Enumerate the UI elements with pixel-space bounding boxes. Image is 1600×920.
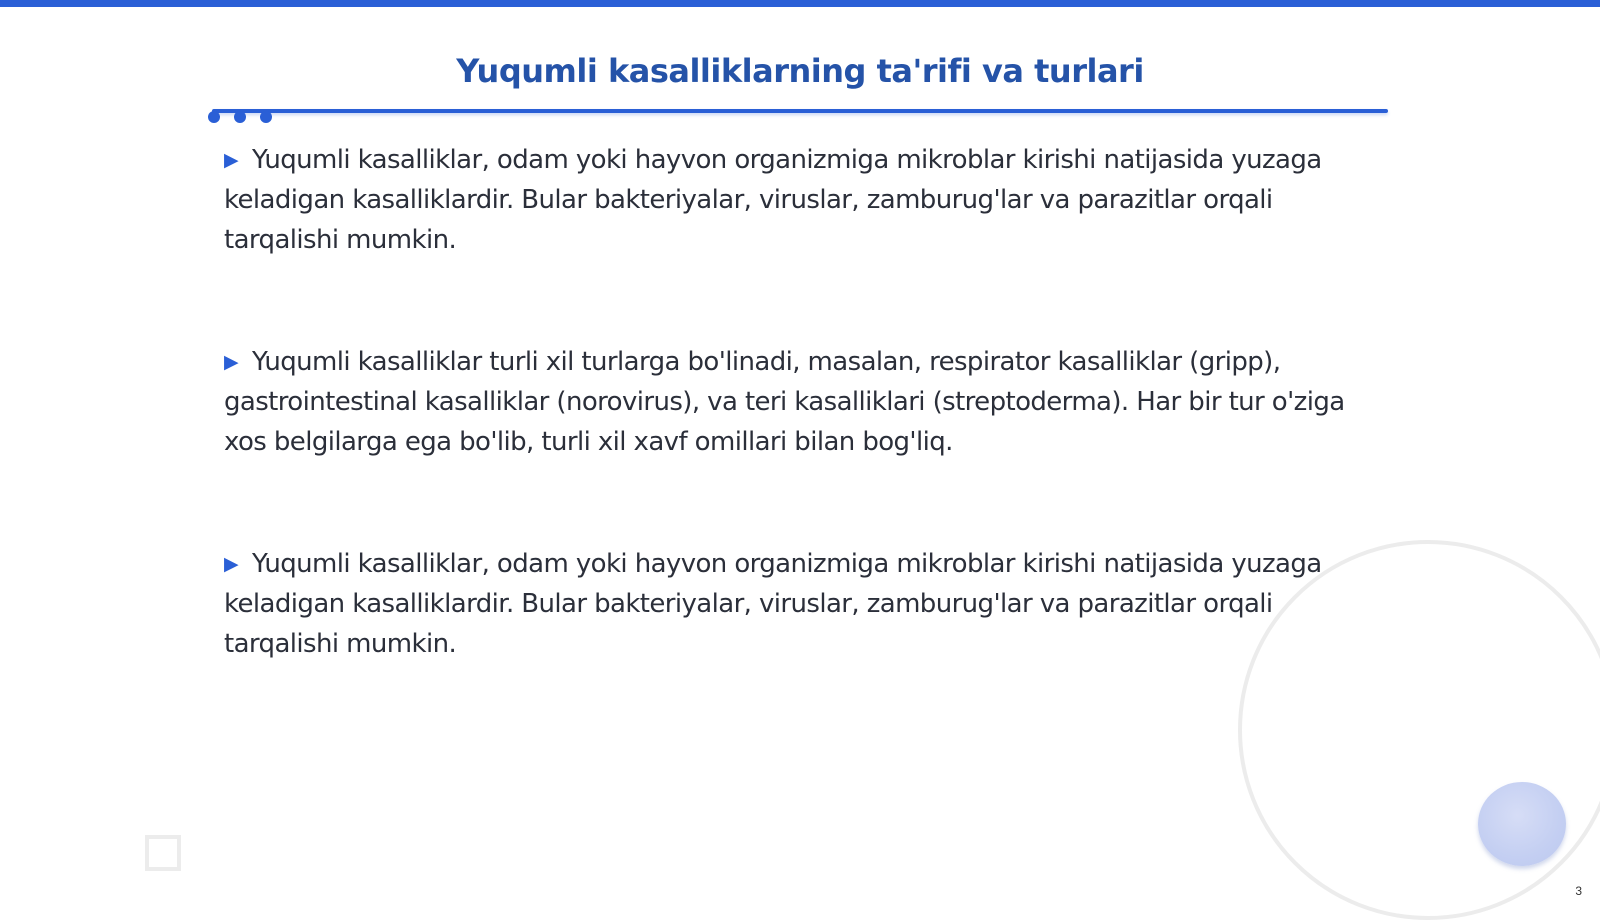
top-accent-bar [0, 0, 1600, 7]
slide-title: Yuqumli kasalliklarning ta'rifi va turlari [456, 52, 1144, 90]
bullet-paragraph-1 [224, 140, 1384, 260]
decorative-ring [1238, 540, 1600, 920]
triangle-bullet-icon: ▶ [224, 351, 239, 373]
triangle-bullet-icon: ▶ [224, 149, 239, 171]
decorative-circle-blob [1478, 782, 1566, 866]
triangle-bullet-icon: ▶ [224, 553, 239, 575]
page-number: 3 [1575, 884, 1582, 898]
decorative-square [145, 835, 181, 871]
title-dot-2 [234, 111, 246, 123]
title-dot-3 [260, 111, 272, 123]
slide-body [224, 140, 1384, 746]
title-underline [212, 109, 1388, 113]
bullet-paragraph-3 [224, 544, 1384, 664]
bullet-paragraph-2 [224, 342, 1384, 462]
paragraph-text: Yuqumli kasalliklar, odam yoki hayvon organizmiga mikroblar kirishi natijasida yuzaga keladigan kasalliklardir. Bular bakteriyalar, viruslar, zamburug'lar va parazitlar orqali tarqalishi mumkin. [224, 145, 1322, 255]
paragraph-text: Yuqumli kasalliklar, odam yoki hayvon organizmiga mikroblar kirishi natijasida yuzaga keladigan kasalliklardir. Bular bakteriyalar, viruslar, zamburug'lar va parazitlar orqali tarqalishi mumkin. [224, 549, 1322, 659]
paragraph-text: Yuqumli kasalliklar turli xil turlarga bo'linadi, masalan, respirator kasalliklar (gripp), gastrointestinal kasalliklar (norovirus), va teri kasalliklari (streptoderma). Har bir tur o'ziga xos belgilarga ega bo'lib, turli xil xavf omillari bilan bog'liq. [224, 347, 1345, 457]
title-dot-1 [208, 111, 220, 123]
